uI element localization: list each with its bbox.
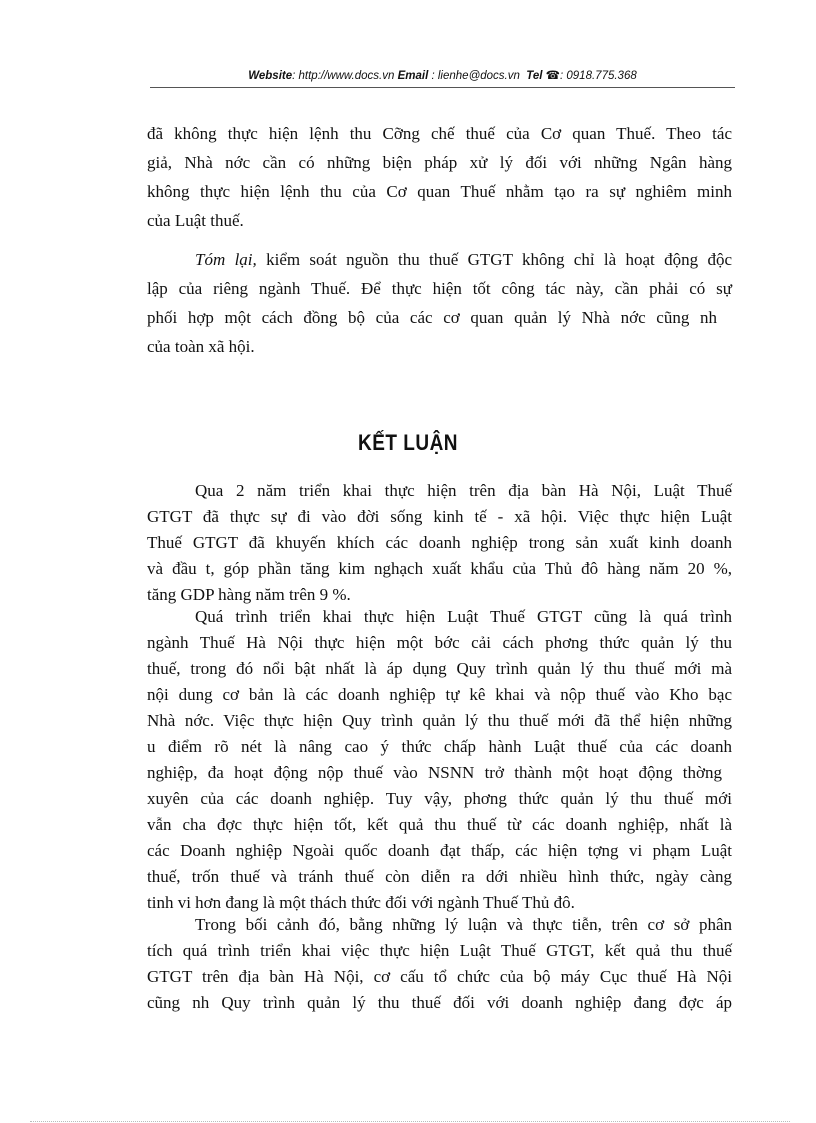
text-line: phối hợp một cách đồng bộ của các cơ quan quản lý Nhà nớc cũng nh — [147, 308, 717, 327]
tel-label: Tel — [526, 70, 543, 82]
phone-icon: ☎ — [545, 70, 560, 82]
text-line: Trong bối cảnh đó, bằng những lý luận và thực tiễn, trên cơ sở phân — [195, 915, 732, 934]
text-line: không thực hiện lệnh thu của Cơ quan Thuế nhằm tạo ra sự nghiêm minh — [147, 182, 732, 201]
text-line: Thuế GTGT đã khuyến khích các doanh nghiệp trong sản xuất kinh doanh — [147, 533, 732, 552]
text-line: ngành Thuế Hà Nội thực hiện một bớc cải cách phơng thức quản lý thu — [147, 633, 732, 652]
text-line: của toàn xã hội. — [147, 337, 255, 356]
text-line: giả, Nhà nớc cần có những biện pháp xử lý đối với những Ngân hàng — [147, 153, 732, 172]
text-line: nghiệp, đa hoạt động nộp thuế vào NSNN trở thành một hoạt động thờng — [147, 763, 722, 782]
text-line: tinh vi hơn đang là một thách thức đối với ngành Thuế Thủ đô. — [147, 893, 575, 912]
text-line: u điểm rõ nét là nâng cao ý thức chấp hành Luật thuế của các doanh — [147, 737, 732, 756]
text-line: Qua 2 năm triển khai thực hiện trên địa bàn Hà Nội, Luật Thuế — [195, 481, 732, 500]
text-line: của Luật thuế. — [147, 211, 244, 230]
website-value: : http://www.docs.vn — [292, 70, 395, 82]
text-line: tăng GDP hàng năm trên 9 %. — [147, 585, 351, 604]
text-line: và đầu t, góp phần tăng kim nghạch xuất khẩu của Thủ đô hàng năm 20 %, — [147, 559, 732, 578]
tel-value: : 0918.775.368 — [560, 70, 637, 82]
text-line: Nhà nớc. Việc thực hiện Quy trình quản lý thu thuế mới đã thể hiện những — [147, 711, 732, 730]
text-line: vẫn cha đợc thực hiện tốt, kết quả thu thuế từ các doanh nghiệp, nhất là — [147, 815, 732, 834]
emphasis-lead: Tóm lại, — [195, 250, 257, 269]
text-line: cũng nh Quy trình quản lý thu thuế đối với doanh nghiệp đang đợc áp — [147, 993, 732, 1012]
header-divider — [150, 87, 735, 88]
website-label: Website — [248, 70, 293, 82]
text-line: GTGT trên địa bàn Hà Nội, cơ cấu tổ chức của bộ máy Cục thuế Hà Nội — [147, 967, 732, 986]
email-label: Email — [397, 70, 429, 82]
text-span: kiểm soát nguồn thu thuế GTGT không chỉ là hoạt động độc — [256, 250, 732, 269]
section-title: KẾT LUẬN — [357, 431, 459, 456]
text-line: lập của riêng ngành Thuế. Để thực hiện tốt công tác này, cần phải có sự — [147, 279, 732, 298]
text-line: nội dung cơ bản là các doanh nghiệp tự kê khai và nộp thuế vào Kho bạc — [147, 685, 732, 704]
text-line: các Doanh nghiệp Ngoài quốc doanh đạt thấp, các hiện tợng vi phạm Luật — [147, 841, 732, 860]
text-line: xuyên của các doanh nghiệp. Tuy vậy, phơng thức quản lý thu thuế mới — [147, 789, 732, 808]
text-line: đã không thực hiện lệnh thu Cỡng chế thuế của Cơ quan Thuế. Theo tác — [147, 124, 732, 143]
text-line: GTGT đã thực sự đi vào đời sống kinh tế - xã hội. Việc thực hiện Luật — [147, 507, 732, 526]
text-line — [195, 250, 732, 270]
text-line: thuế, trong đó nổi bật nhất là áp dụng Quy trình quản lý thu thuế mới mà — [147, 659, 732, 678]
page-header — [150, 68, 735, 86]
text-line: thuế, trốn thuế và tránh thuế còn diễn ra dới nhiều hình thức, ngày càng — [147, 867, 732, 886]
text-line: Quá trình triển khai thực hiện Luật Thuế GTGT cũng là quá trình — [195, 607, 732, 626]
text-line: tích quá trình triển khai việc thực hiện Luật Thuế GTGT, kết quả thu thuế — [147, 941, 732, 960]
footer-divider — [30, 1121, 790, 1122]
email-value: : lienhe@docs.vn — [431, 70, 520, 82]
